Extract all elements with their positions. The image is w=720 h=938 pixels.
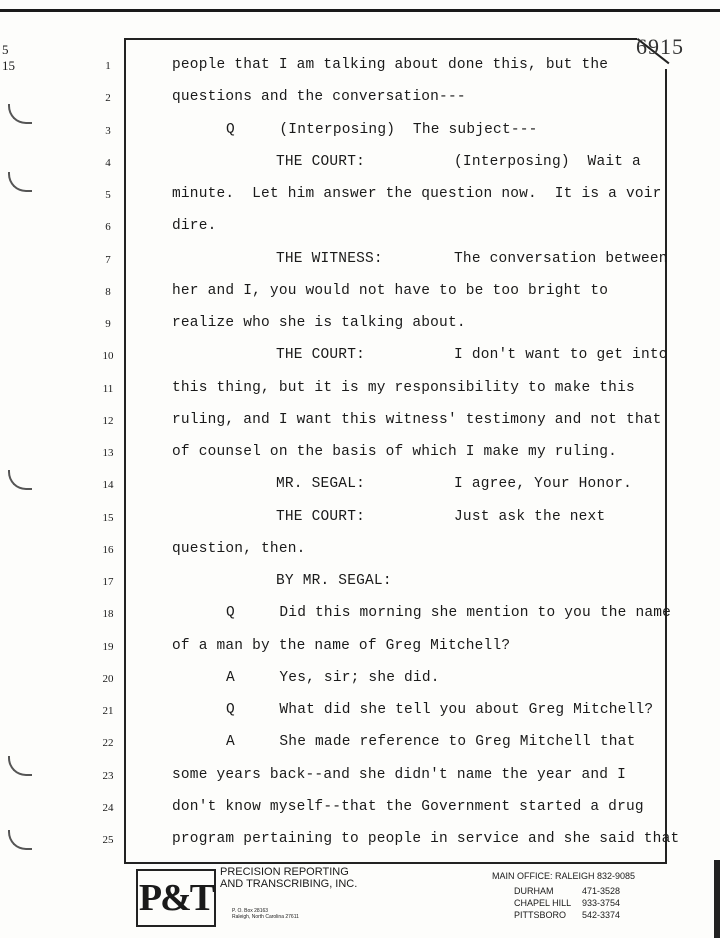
- transcript-line: THE COURT: (Interposing) Wait a: [276, 153, 641, 170]
- binder-mark: [8, 756, 32, 776]
- transcript-line: this thing, but it is my responsibility to make this: [172, 379, 635, 396]
- transcript-line: questions and the conversation---: [172, 89, 466, 106]
- transcript-line: THE COURT: I don't want to get into: [276, 347, 668, 364]
- transcript-line: minute. Let him answer the question now. It is a voir: [172, 186, 662, 202]
- line-number: 13: [102, 447, 114, 459]
- line-number: 4: [105, 156, 111, 169]
- transcript-line: program pertaining to people in service and she said that: [172, 831, 680, 847]
- binder-mark: [8, 172, 32, 192]
- company-line: PRECISION REPORTING: [220, 866, 349, 878]
- scan-edge: [714, 860, 720, 938]
- line-number: 15: [102, 511, 114, 524]
- line-number: 7: [105, 253, 111, 266]
- margin-note: 15: [2, 58, 15, 73]
- transcript-line: A She made reference to Greg Mitchell that: [226, 734, 636, 751]
- binder-mark: [8, 830, 32, 850]
- transcript-line: her and I, you would not have to be too bright to: [172, 282, 609, 299]
- transcript-line: Q What did she tell you about Greg Mitchell?: [226, 702, 654, 718]
- margin-notes: [2, 42, 15, 74]
- line-number: 23: [102, 769, 114, 782]
- transcript-line: realize who she is talking about.: [172, 315, 466, 331]
- transcript-line: THE COURT: Just ask the next: [276, 508, 606, 525]
- address-line: Raleigh, North Carolina 27611: [232, 914, 299, 920]
- line-number: 19: [102, 640, 114, 653]
- transcript-line: of counsel on the basis of which I make my ruling.: [172, 444, 618, 460]
- line-number: 20: [102, 672, 114, 685]
- transcript-line: ruling, and I want this witness' testimony and not that: [172, 411, 662, 428]
- transcript-line: don't know myself--that the Government started a drug: [172, 798, 644, 815]
- page-number: 6915: [636, 34, 684, 59]
- office-phone: 471-3528: [582, 886, 621, 896]
- transcript-line: MR. SEGAL: I agree, Your Honor.: [276, 476, 633, 493]
- transcript-line: Q Did this morning she mention to you the name: [226, 605, 672, 622]
- line-number: 8: [105, 285, 111, 298]
- line-number: 3: [105, 124, 111, 137]
- line-number: 10: [102, 350, 114, 363]
- office-city: CHAPEL HILL: [514, 898, 572, 908]
- line-number: 24: [102, 801, 114, 814]
- main-office: MAIN OFFICE: RALEIGH 832-9085: [492, 871, 636, 881]
- transcript-line: people that I am talking about done this, but the: [172, 57, 609, 73]
- company-name: [220, 866, 357, 890]
- line-number: 9: [105, 318, 111, 330]
- line-number: 21: [102, 705, 114, 717]
- office-phone: 542-3374: [582, 910, 621, 920]
- line-number: 12: [102, 414, 114, 427]
- company-address: [232, 908, 299, 920]
- line-number: 16: [102, 543, 114, 556]
- line-number: 17: [102, 576, 114, 588]
- company-logo: P&T: [136, 869, 216, 927]
- office-city: PITTSBORO: [514, 910, 567, 920]
- office-city: DURHAM: [514, 886, 554, 896]
- transcript-line: dire.: [172, 218, 217, 235]
- company-line: AND TRANSCRIBING, INC.: [220, 878, 358, 890]
- top-edge-bar: [0, 9, 720, 12]
- transcript-line: of a man by the name of Greg Mitchell?: [172, 637, 511, 654]
- line-number: 22: [102, 737, 114, 750]
- binder-mark: [8, 104, 32, 124]
- margin-note: 5: [2, 42, 9, 57]
- line-number: 5: [105, 189, 111, 201]
- line-number: 18: [102, 608, 114, 621]
- binder-mark: [8, 470, 32, 490]
- transcript-line: some years back--and she didn't name the year and I: [172, 766, 626, 783]
- transcript-line: BY MR. SEGAL:: [276, 573, 392, 589]
- transcript-line: THE WITNESS: The conversation between: [276, 250, 668, 267]
- line-number: 25: [102, 834, 114, 846]
- line-number: 1: [105, 60, 111, 72]
- office-chapel-hill: [514, 898, 621, 908]
- address-line: P. O. Box 28163: [232, 908, 269, 914]
- office-phone: 933-3754: [582, 898, 621, 908]
- line-number: 11: [102, 382, 114, 395]
- transcript-line: question, then.: [172, 540, 306, 557]
- office-pittsboro: [514, 910, 621, 920]
- office-durham: [514, 886, 621, 896]
- transcript-line: Q (Interposing) The subject---: [226, 121, 538, 138]
- transcript-line: A Yes, sir; she did.: [226, 669, 440, 686]
- line-number: 6: [105, 221, 111, 234]
- line-number: 14: [102, 479, 114, 492]
- line-number: 2: [105, 92, 111, 105]
